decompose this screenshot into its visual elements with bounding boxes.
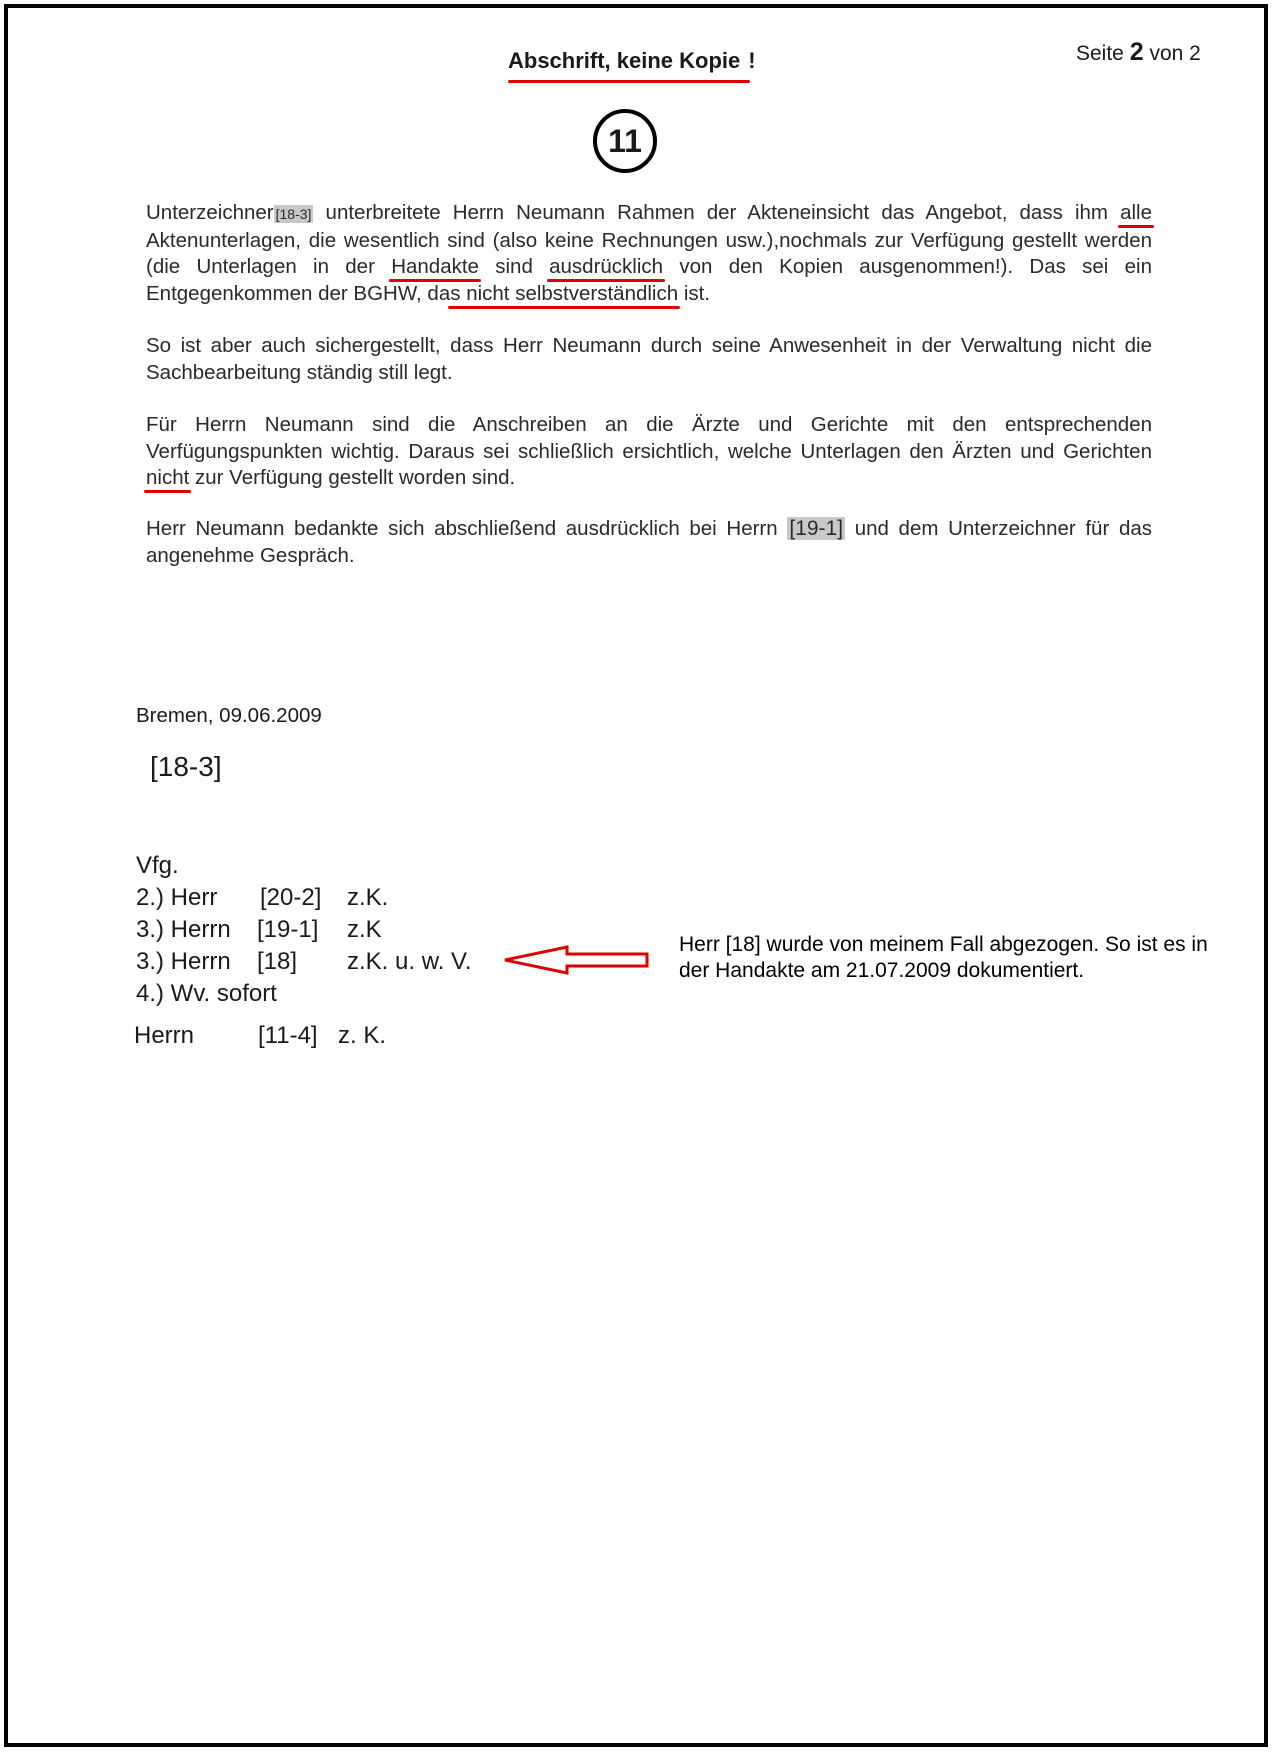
text-segment: sind bbox=[478, 255, 550, 278]
vfg-row-tag: [20-2] bbox=[260, 884, 322, 911]
text-segment: von den Kopien ausgenommen!). Das sei ein Entgegenkommen der BGHW, da bbox=[146, 255, 1152, 305]
paragraph-offer bbox=[146, 200, 1152, 307]
vfg-row-tag: [11-4] bbox=[258, 1022, 318, 1049]
underlined-word: alle bbox=[1120, 201, 1152, 224]
text-segment: Aktenunterlagen, die wesentlich sind (also keine Rechnungen usw.),nochmals zur Verfügung gestellt werden (die Unterlagen in der bbox=[146, 228, 1152, 278]
vfg-heading: Vfg. bbox=[136, 852, 179, 879]
underlined-word: nicht bbox=[146, 466, 190, 489]
paragraph-safeguard bbox=[146, 333, 1152, 386]
page-current: 2 bbox=[1129, 38, 1144, 66]
paragraph-text: So ist aber auch sichergestellt, dass Herr Neumann durch seine Anwesenheit in der Verwaltung nicht die Sachbearbeitung ständig still legt. bbox=[146, 334, 1152, 384]
text-segment: ist. bbox=[678, 281, 711, 305]
vfg-row-tag: [19-1] bbox=[257, 916, 319, 943]
paragraph-letters bbox=[146, 412, 1152, 492]
annotation-note: Herr [18] wurde von meinem Fall abgezogen. So ist es in der Handakte am 21.07.2009 dokumentiert. bbox=[679, 933, 1208, 982]
redaction-tag: [19-1] bbox=[789, 517, 844, 540]
redaction-tag: [18-3] bbox=[275, 206, 312, 222]
left-arrow-icon bbox=[503, 944, 651, 976]
circled-number: 11 bbox=[593, 109, 657, 173]
text-segment: unterbreitete Herrn Neumann Rahmen der Akteneinsicht das Angebot, dass ihm bbox=[313, 201, 1121, 224]
vfg-row-action: z.K. u. w. V. bbox=[347, 948, 472, 975]
paragraph-thanks bbox=[146, 516, 1152, 569]
text-segment: zur Verfügung gestellt worden sind. bbox=[189, 466, 516, 489]
text-segment: und dem Unterzeichner für das angenehme Gespräch. bbox=[146, 517, 1152, 567]
vfg-row-action: z.K bbox=[347, 916, 382, 943]
vfg-row-action: z. K. bbox=[338, 1022, 387, 1049]
vfg-row-recipient: Herrn bbox=[134, 1022, 195, 1049]
vfg-row-recipient: 3.) Herrn bbox=[136, 916, 231, 943]
signature-tag: [18-3] bbox=[150, 751, 222, 782]
vfg-row-tag: [18] bbox=[257, 948, 298, 975]
text-segment: Für Herrn Neumann sind die Anschreiben an die Ärzte und Gerichte mit den entsprechenden Verfügungspunkten wichtig. Daraus sei schließlich ersichtlich, welche Unterlagen den Ärzten und Gerichten bbox=[146, 413, 1152, 463]
document-title-text: Abschrift, keine Kopie bbox=[508, 48, 741, 73]
vfg-row-recipient: 2.) Herr bbox=[136, 884, 218, 911]
text-segment: Herr Neumann bedankte sich abschließend ausdrücklich bei Herrn bbox=[146, 517, 788, 540]
page-label: Seite bbox=[1076, 42, 1124, 65]
vfg-row-recipient: 4.) Wv. sofort bbox=[136, 980, 277, 1007]
vfg-row-action: z.K. bbox=[347, 884, 389, 911]
vfg-row-recipient: 3.) Herrn bbox=[136, 948, 231, 975]
underlined-word: ausdrücklich bbox=[549, 255, 664, 278]
underlined-word: s nicht selbstverständlich bbox=[450, 281, 679, 305]
title-exclamation: ! bbox=[748, 48, 756, 73]
place-date: Bremen, 09.06.2009 bbox=[136, 704, 322, 727]
document-title bbox=[508, 48, 756, 74]
page-total: von 2 bbox=[1149, 42, 1201, 65]
underlined-word: Handakte bbox=[391, 255, 479, 278]
title-underline bbox=[508, 80, 750, 83]
text-segment: Unterzeichner bbox=[146, 201, 274, 224]
page-counter bbox=[1076, 38, 1201, 67]
